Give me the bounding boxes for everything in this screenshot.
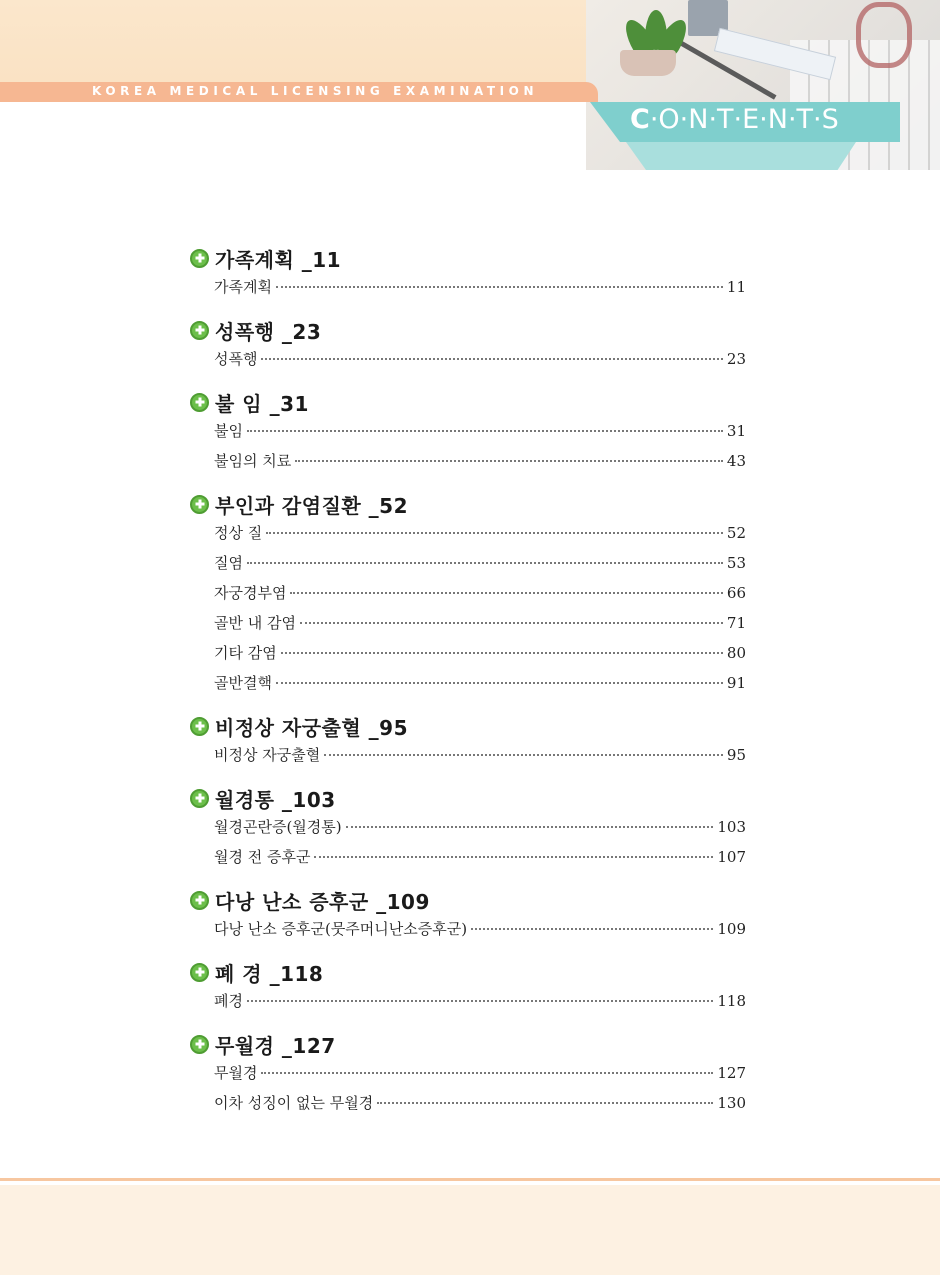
chapter-section (190, 486, 746, 702)
toc-entry[interactable] (190, 744, 746, 774)
contents-tab-shadow (626, 142, 856, 170)
dot-leader (324, 754, 723, 756)
dot-leader (471, 928, 713, 930)
dot-leader (295, 460, 723, 462)
toc-entry-page: 11 (726, 278, 746, 296)
toc-entry-page: 130 (717, 1094, 746, 1112)
chapter-heading[interactable] (190, 954, 746, 990)
chapter-title: 폐 경 _118 (215, 961, 324, 986)
contents-title (630, 104, 880, 135)
chapter-section (190, 384, 746, 480)
chapter-heading[interactable] (190, 384, 746, 420)
chapter-title: 다낭 난소 증후군 _109 (215, 889, 430, 914)
chapter-section (190, 1026, 746, 1122)
toc-entry-label: 자궁경부염 (214, 584, 287, 602)
chapter-title: 부인과 감염질환 _52 (215, 493, 408, 518)
toc-entry[interactable] (190, 672, 746, 702)
toc-entry-page: 53 (726, 554, 746, 572)
plus-circle-icon (190, 393, 209, 412)
toc-entry-page: 103 (717, 818, 746, 836)
plus-circle-icon (190, 1035, 209, 1054)
contents-title-rest: ·O·N·T·E·N·T·S (649, 104, 839, 135)
toc-entry-label: 정상 질 (214, 524, 263, 542)
dot-leader (276, 682, 723, 684)
toc-entry[interactable] (190, 612, 746, 642)
dot-leader (266, 532, 723, 534)
toc-entry[interactable] (190, 816, 746, 846)
toc-entry-label: 질염 (214, 554, 243, 572)
toc-entry-page: 66 (726, 584, 746, 602)
plus-circle-icon (190, 321, 209, 340)
toc-entry[interactable] (190, 918, 746, 948)
chapter-heading[interactable] (190, 780, 746, 816)
toc-entry-label: 월경 전 증후군 (214, 848, 311, 866)
chapter-title: 비정상 자궁출혈 _95 (215, 715, 408, 740)
chapter-section (190, 882, 746, 948)
chapter-title: 성폭행 _23 (215, 319, 322, 344)
dot-leader (247, 430, 723, 432)
toc-entry-label: 불임의 치료 (214, 452, 292, 470)
series-title: KOREA MEDICAL LICENSING EXAMINATION (92, 84, 539, 98)
footer-rule (0, 1178, 940, 1181)
chapter-section (190, 312, 746, 378)
toc-entry-page: 31 (726, 422, 746, 440)
toc-entry-label: 가족계획 (214, 278, 272, 296)
plus-circle-icon (190, 249, 209, 268)
toc-entry-label: 무월경 (214, 1064, 258, 1082)
contents-title-initial: C (630, 104, 650, 135)
dot-leader (290, 592, 722, 594)
toc-entry-page: 43 (726, 452, 746, 470)
toc-entry[interactable] (190, 582, 746, 612)
toc-entry[interactable] (190, 522, 746, 552)
toc-entry-label: 월경곤란증(월경통) (214, 818, 342, 836)
chapter-title: 가족계획 _11 (215, 247, 342, 272)
toc-entry[interactable] (190, 1062, 746, 1092)
toc-entry-page: 127 (717, 1064, 746, 1082)
chapter-heading[interactable] (190, 1026, 746, 1062)
plus-circle-icon (190, 717, 209, 736)
toc-entry-page: 109 (717, 920, 746, 938)
plant-pot-image (620, 50, 676, 76)
glasses-image (856, 2, 912, 68)
plus-circle-icon (190, 789, 209, 808)
toc-entry-label: 비정상 자궁출혈 (214, 746, 321, 764)
toc-entry[interactable] (190, 846, 746, 876)
toc-entry-label: 골반결핵 (214, 674, 272, 692)
toc-entry[interactable] (190, 1092, 746, 1122)
chapter-section (190, 954, 746, 1020)
toc-entry-label: 폐경 (214, 992, 243, 1010)
toc-entry-label: 다낭 난소 증후군(뭇주머니난소증후군) (214, 920, 468, 938)
chapter-title: 불 임 _31 (215, 391, 309, 416)
chapter-section (190, 240, 746, 306)
toc-entry-page: 80 (726, 644, 746, 662)
plus-circle-icon (190, 963, 209, 982)
plus-circle-icon (190, 891, 209, 910)
dot-leader (261, 358, 722, 360)
dot-leader (346, 826, 714, 828)
table-of-contents (190, 240, 746, 1128)
footer-band (0, 1185, 940, 1275)
toc-entry[interactable] (190, 642, 746, 672)
dot-leader (276, 286, 723, 288)
dot-leader (281, 652, 723, 654)
chapter-section (190, 708, 746, 774)
dot-leader (300, 622, 723, 624)
toc-entry[interactable] (190, 348, 746, 378)
toc-entry-page: 71 (726, 614, 746, 632)
toc-entry-label: 불임 (214, 422, 243, 440)
plus-circle-icon (190, 495, 209, 514)
dot-leader (314, 856, 713, 858)
toc-entry-page: 23 (726, 350, 746, 368)
toc-entry-label: 골반 내 감염 (214, 614, 296, 632)
chapter-title: 월경통 _103 (215, 787, 336, 812)
chapter-heading[interactable] (190, 486, 746, 522)
toc-entry-page: 107 (717, 848, 746, 866)
toc-entry-label: 기타 감염 (214, 644, 277, 662)
dot-leader (247, 1000, 713, 1002)
chapter-section (190, 780, 746, 876)
chapter-title: 무월경 _127 (215, 1033, 336, 1058)
dot-leader (247, 562, 723, 564)
chapter-heading[interactable] (190, 312, 746, 348)
toc-entry[interactable] (190, 552, 746, 582)
toc-entry[interactable] (190, 990, 746, 1020)
toc-entry-page: 118 (717, 992, 746, 1010)
chapter-heading[interactable] (190, 882, 746, 918)
dot-leader (377, 1102, 713, 1104)
toc-entry-label: 성폭행 (214, 350, 258, 368)
toc-entry[interactable] (190, 420, 746, 450)
toc-entry-label: 이차 성징이 없는 무월경 (214, 1094, 374, 1112)
chapter-heading[interactable] (190, 708, 746, 744)
toc-entry-page: 95 (726, 746, 746, 764)
dot-leader (261, 1072, 713, 1074)
toc-entry[interactable] (190, 276, 746, 306)
chapter-heading[interactable] (190, 240, 746, 276)
toc-entry[interactable] (190, 450, 746, 480)
toc-entry-page: 52 (726, 524, 746, 542)
toc-entry-page: 91 (726, 674, 746, 692)
